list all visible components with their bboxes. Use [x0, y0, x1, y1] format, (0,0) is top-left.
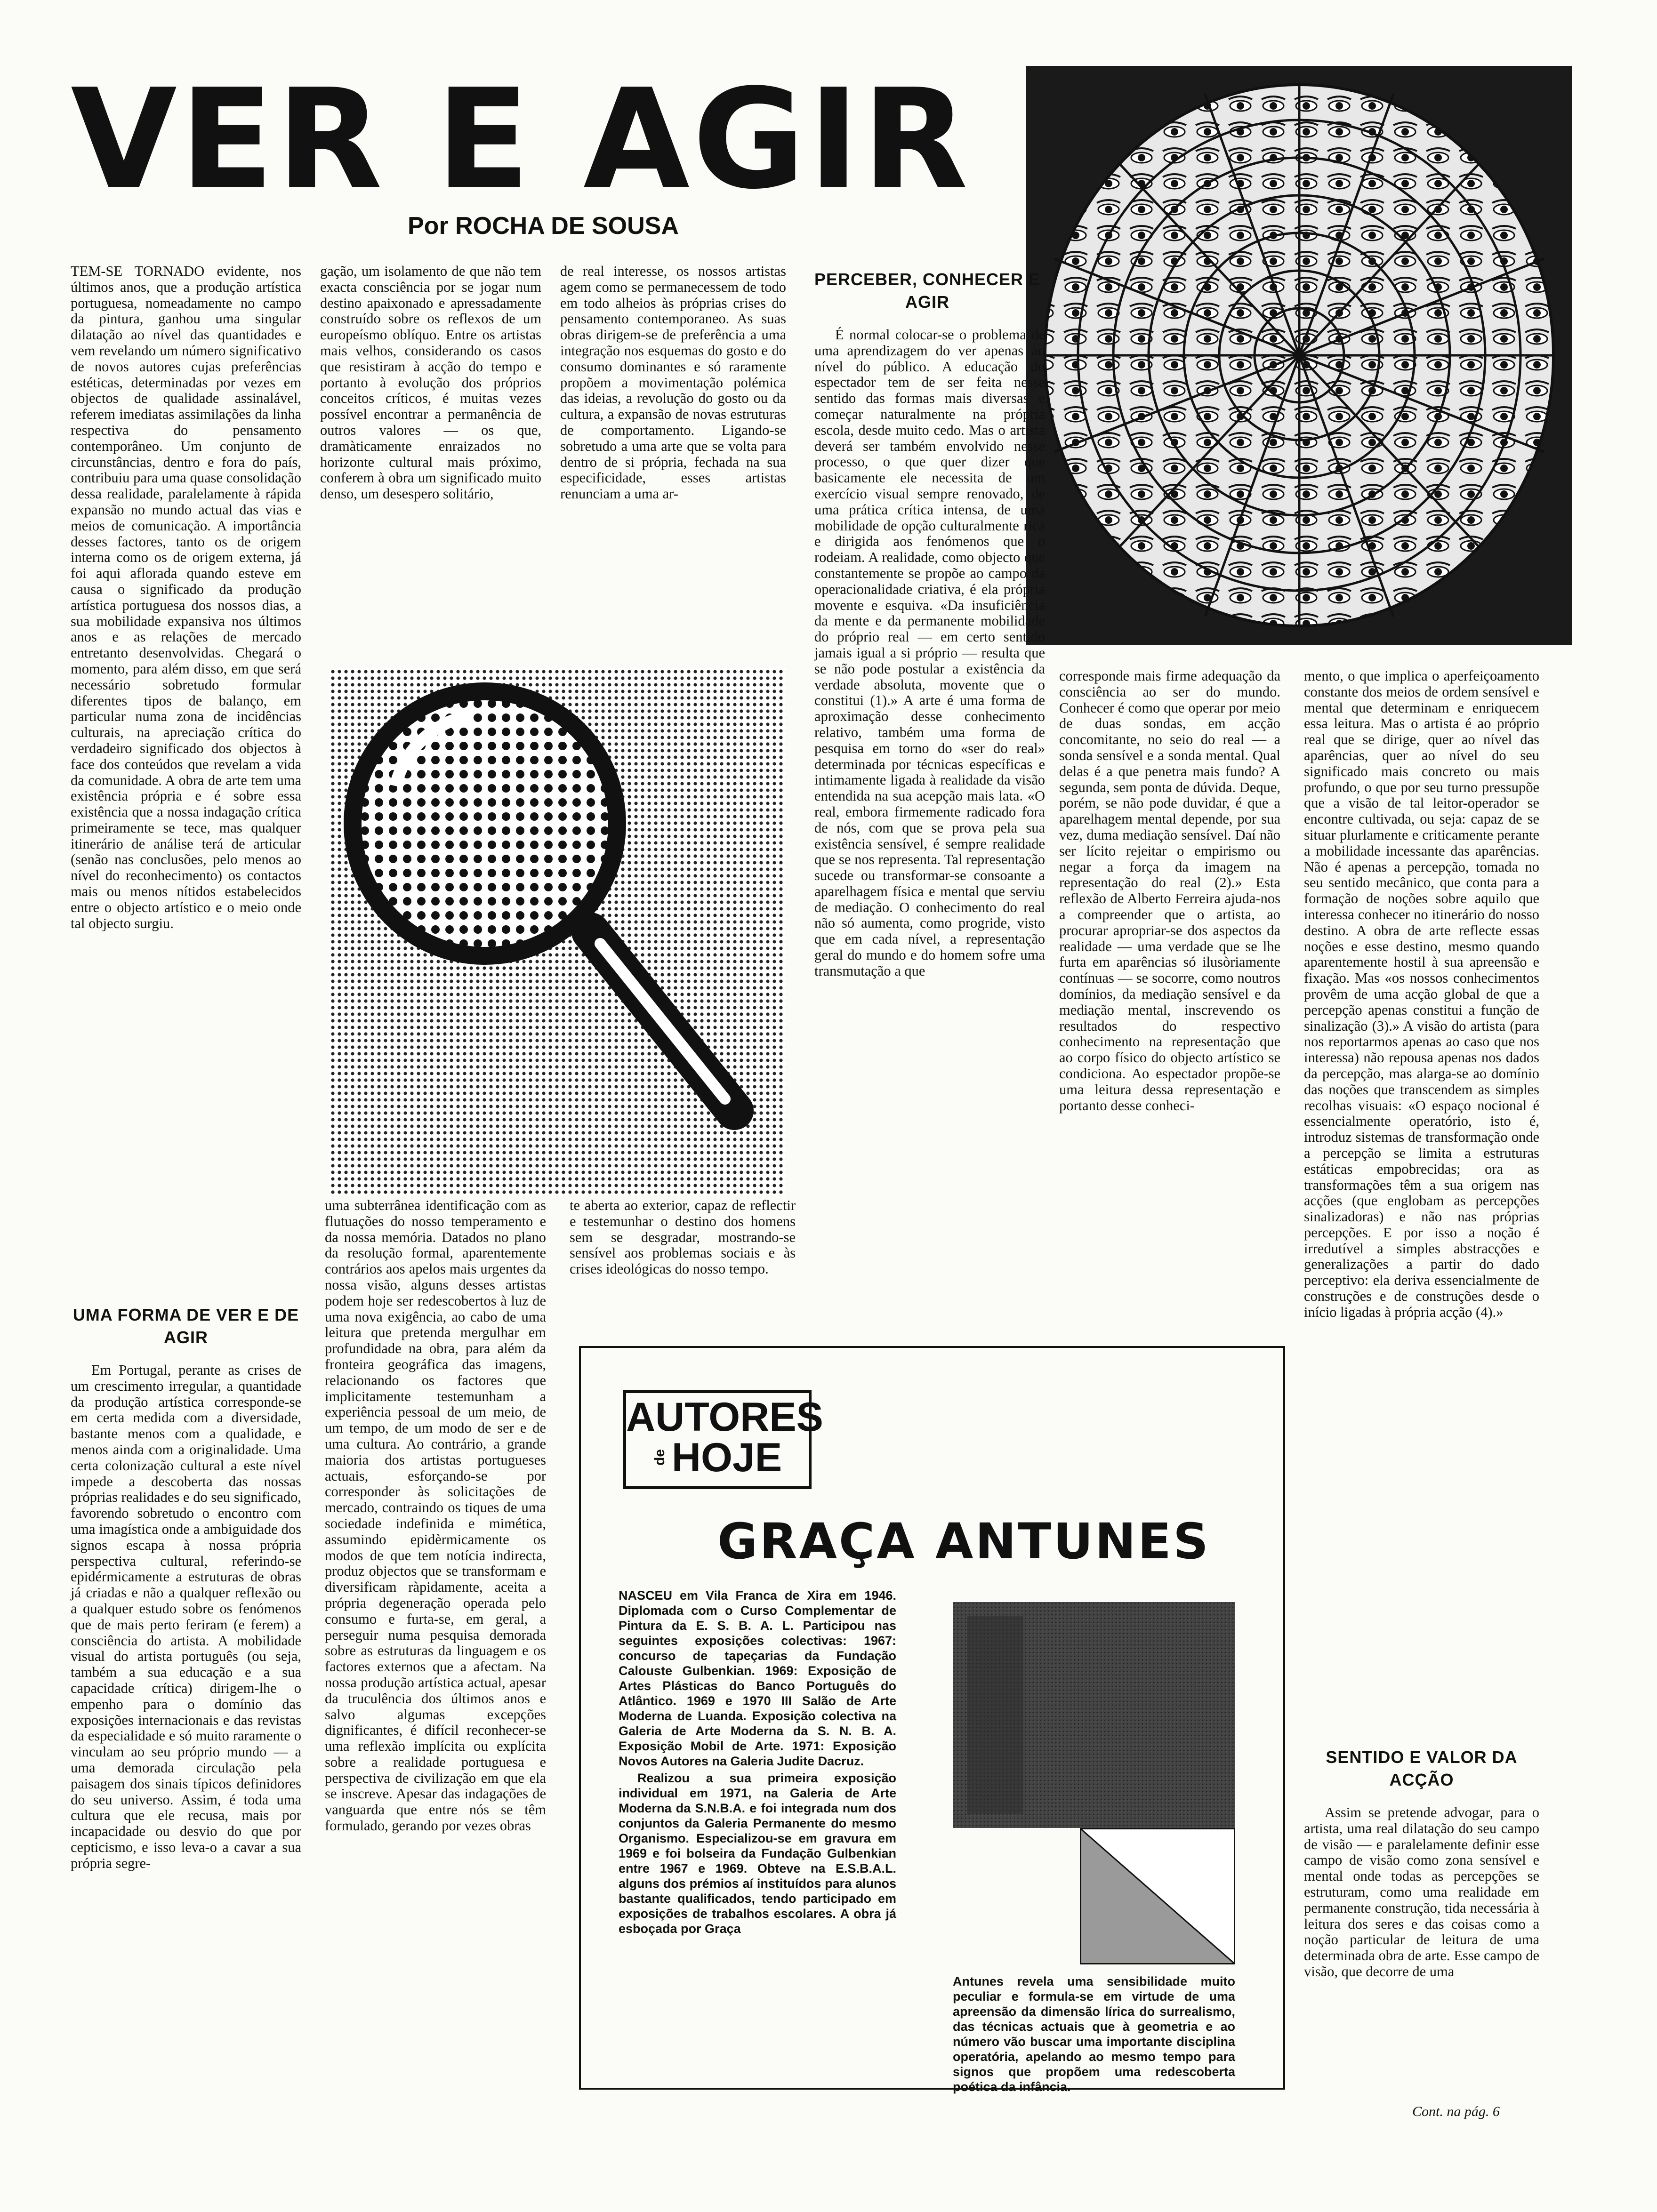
bio-paragraph: Realizou a sua primeira exposição individual em 1971, na Galeria de Arte Moderna da S.N.B.A. e foi integrada num dos conjuntos da Galeria Permanente do mesmo Organismo. Especializou-se em gravura em 1969 e foi bolseira da Fundação Gulbenkian entre 1967 e 1969. Obteve na E.S.B.A.L. alguns dos prémios aí instituídos para alunos bastante qualificados, tendo participado em exposições de trabalhos escolares. A obra já esboçada por Graça: [619, 1771, 896, 1936]
article-column-4: [814, 327, 1045, 979]
autores-de-hoje-box: [579, 1346, 1285, 2094]
logo-line-de: de: [652, 1449, 668, 1466]
article-column-5: [1059, 668, 1280, 1114]
article-title: VER E AGIR: [71, 59, 971, 219]
article-column-1b: [71, 1362, 301, 1872]
article-paragraph: uma subterrânea identificação com as flutuações do nosso temperamento e da nossa memória. Datados no plano da resolução formal, aparentemente contrários aos apelos mais urgentes da nossa visão, alguns desses artistas podem hoje ser redescobertos à luz de uma nova exigência, ao cabo de uma leitura que pretenda mergulhar em profundidade na obra, para além da fronteira geográfica das imagens, relacionando os factores que implicitamente testemunham a experiência pessoal de um meio, de um tempo, de um modo de ser e de uma cultura. Ao contrário, a grande maioria dos artistas portugueses actuais, esforçando-se por corresponder às solicitações de mercado, contraindo os tiques de uma sociedade indefinida e mimética, assumindo epidèrmicamente os modos de que tem notícia indirecta, produz objectos que se transformam e diversificam ràpidamente, aceita a própria degeneração operada pelo consumo e furta-se, em geral, a perseguir numa pesquisa demorada sobre as estruturas da linguagem e os factores externos que a afectam. Na nossa produção artística actual, apesar da truculência dos últimos anos e salvo algumas excepções dignificantes, é difícil reconhecer-se uma reflexão implícita ou explícita sobre a realidade portuguesa e perspectiva de civilização em que ela se inscreve. Apesar das indagações de vanguarda que entre nós se têm formulado, gerando por vezes obras: [325, 1197, 546, 1834]
logo-line-hoje: HOJE: [671, 1435, 782, 1480]
bio-paragraph: NASCEU em Vila Franca de Xira em 1946. Diplomada com o Curso Complementar de Pintura da E. S. B. A. L. Participou nas seguintes exposições colectivas: 1967: concurso de tapeçarias da Fundação Calouste Gulbenkian. 1969: Exposição de Artes Plásticas do Banco Português do Atlântico. 1969 e 1970 III Salão de Arte Moderna de Luanda. Exposição colectiva na Galeria de Arte Moderna da S. N. B. A. Exposição Mobil de Arte. 1971: Exposição Novos Autores na Galeria Judite Dacruz.: [619, 1588, 896, 1768]
byline: Por ROCHA DE SOUSA: [408, 212, 679, 240]
article-column-2b: [325, 1198, 546, 1834]
article-paragraph: mento, o que implica o aperfeiçoamento constante dos meios de ordem sensível e mental que determinam e enriquecem essa leitura. Mas o artista é ao próprio real que se dirige, quer ao nível das aparências, quer ao nível do seu significado mais concreto ou mais profundo, o que por seu turno pressupõe que a visão de tal leitor-operador se encontre cultivada, ou seja: capaz de se situar plurlamente e criticamente perante a mobilidade incessante das aparências. Não é apenas a percepção, tomada no seu sentido mecânico, que conta para a formação de noções sobre aquilo que interessa conhecer no itinerário do nosso destino. A obra de arte reflecte essas noções e esse destino, mesmo quando aparentemente hostil à sua apreensão e fixação. Mas «os nossos conhecimentos provêm de uma acção global de que a percepção apenas constitui a função de sinalização (3).» A visão do artista (para nos reportarmos apenas ao caso que nos interessa) não repousa apenas nos dados da percepção, mas alarga-se ao domínio das noções que transcendem as simples recolhas visuais: «O espaço nocional é essencialmente operatório, isto é, introduz sistemas de transformação onde a percepção se limita a estruturas estáticas empobrecidas; ora as transformações têm a sua origem nas acções (que englobam as percepções sinalizadoras) e não nas próprias percepções. E por isso a noção é irredutível a simples abstracções e generalizações a partir do dado perceptivo: ela deriva essencialmente de construções e de construções desde o início ligadas à própria acção (4).»: [1304, 668, 1539, 1320]
article-column-1: [71, 264, 301, 931]
article-column-6b: [1304, 1805, 1539, 1980]
subhead-perceber: PERCEBER, CONHECER E AGIR: [814, 270, 1041, 312]
continued-on-page: Cont. na pág. 6: [1412, 2104, 1500, 2119]
article-column-3: [560, 264, 786, 502]
article-intro-paragraph: TEM-SE TORNADO evidente, nos últimos anos, que a produção artística portuguesa, nomeadamente no campo da pintura, ganhou uma singular dilatação ao nível das quantidades e vem revelando um número significativo de novos autores cujas preferências estéticas, determinadas por vezes em objectos de qualidade assinalável, referem imediatas assimilações da linha respectiva do pensamento contemporâneo. Um conjunto de circunstâncias, dentro e fora do país, contribuiu para uma quase consolidação dessa realidade, paralelamente à rápida expansão no mundo actual das vias e meios de comunicação. A importância desses factores, tanto os de origem interna como os de origem externa, já foi aqui aflorada quando esteve em causa o significado da produção artística portuguesa dos nossos dias, a sua mobilidade expansiva nos últimos anos e as relações de mercado entretanto desenvolvidas. Chegará o momento, para além disso, em que será necessário sobretudo formular diferentes tipos de balanço, em particular numa zona de incidências culturais, na apreciação crítica do verdadeiro significado dos objectos à face dos conteúdos que revelam a vida da comunidade. A obra de arte tem uma existência própria e é sobre essa existência que a nossa indagação crítica primeiramente se tece, mas qualquer itinerário de análise terá de articular (senão nas conclusões, pelo menos ao nível do reconhecimento) os contactos mais ou menos nítidos estabelecidos entre o objecto artístico e o meio onde tal objecto surgiu.: [71, 263, 301, 931]
article-column-3b: [570, 1198, 796, 1277]
artwork-geometric-panel: [1080, 1828, 1235, 1964]
logo-line-autores: AUTORES: [626, 1395, 823, 1440]
article-paragraph: de real interesse, os nossos artistas agem como se permanecessem de todo em todo alheios às próprias crises do pensamento contemporaneo. As suas obras dirigem-se de preferência a uma integração nos esquemas do gosto e do consumo dominantes e só raramente propõem a movimentação polémica das ideias, a revolução do gosto ou da cultura, a expansão de novas estruturas de comportamento. Ligando-se sobretudo a uma arte que se volta para dentro de si própria, fechada na sua especificidade, esses artistas renunciam a uma ar-: [560, 263, 786, 502]
artist-name: GRAÇA ANTUNES: [717, 1513, 1210, 1570]
subhead-uma-forma: UMA FORMA DE VER E DE AGIR: [72, 1305, 299, 1347]
article-paragraph: te aberta ao exterior, capaz de reflectir e testemunhar o destino dos homens sem se desgradar, mostrando-se sensível aos problemas sociais e às crises ideológicas do nosso tempo.: [570, 1197, 796, 1277]
artist-biography-continued: [953, 1974, 1235, 2094]
magnifying-glass-illustration: [330, 668, 786, 1195]
eye-spiral-illustration: [1026, 66, 1572, 645]
bio-paragraph: Antunes revela uma sensibilidade muito peculiar e formula-se em virtude de uma apreensão da dimensão lírica do surrealismo, das técnicas actuais que à geometria e ao número vão buscar uma importante disciplina operatória, apelando ao mesmo tempo para signos que propõem uma redescoberta poética da infância.: [953, 1974, 1235, 2094]
artwork-reproduction: [953, 1602, 1235, 1828]
subhead-sentido: SENTIDO E VALOR DA ACÇÃO: [1326, 1747, 1518, 1789]
article-paragraph: gação, um isolamento de que não tem exacta consciência por se jogar num destino apaixonado e apressadamente construído sobre os reflexos de um europeísmo oblíquo. Entre os artistas mais velhos, considerando os casos que resistiram à acção do tempo e portanto à evolução dos próprios conceitos críticos, é muitas vezes possível encontrar a permanência de outros valores — os que, dramàticamente enraizados no horizonte cultural mais próximo, conferem à obra um significado muito denso, um desespero solitário,: [320, 263, 541, 502]
article-paragraph: É normal colocar-se o problema de uma aprendizagem do ver apenas ao nível do público. A educação do espectador tem de ser feita nesse sentido das formas mais diversas e começar naturalmente na própria escola, desde muito cedo. Mas o artista deverá ser também envolvido nesse processo, o que quer dizer que basicamente ele necessita de um exercício visual sempre renovado, de uma prática crítica intensa, de uma mobilidade de opção culturalmente rica e dirigida aos fenómenos que o rodeiam. A realidade, como objecto que constantemente se propõe ao campo da operacionalidade criativa, é ela própria movente e esquiva. «Da insuficiência da mente e da permanente mobilidade do próprio real — em certo sentido jamais igual a si próprio — resulta que se não pode postular a existência da verdade absoluta, movente que o constitui (1).» A arte é uma forma de aproximação desse conhecimento relativo, também uma forma de pesquisa em torno do «ser do real» determinada por técnicas específicas e intimamente ligada à realidade da visão entendida na sua acepção mais lata. «O real, embora firmemente radicado fora de nós, com que se prova pela sua existência sensível, é sempre realidade que se nos representa. Tal representação sucede ou transformar-se consoante a aparelhagem física e mental que serviu de mediação. O conhecimento do real não só aumenta, como progride, visto que em cada nível, a representação geral do mundo e do homem sofre uma transmutação a que: [814, 327, 1045, 979]
article-column-6: [1304, 668, 1539, 1321]
article-paragraph: Assim se pretende advogar, para o artista, uma real dilatação do seu campo de visão — e paralelamente definir esse campo de visão como zona sensível e mental onde todas as percepções se estruturam, como uma realidade em permanente construção, tida necessária à leitura dos seres e das coisas como a noção particular de leitura de uma determinada obra de arte. Esse campo de visão, que decorre de uma: [1304, 1804, 1539, 1980]
article-paragraph: corresponde mais firme adequação da consciência ao ser do mundo. Conhecer é como que operar por meio de duas sondas, em acção concomitante, no seio do real — a sonda sensível e a sonda mental. Qual delas é a que penetra mais fundo? A segunda, sem ponta de dúvida. Deque, porém, se não pode duvidar, é que a aparelhagem mental depende, por sua vez, duma mediação sensível. Daí não ser lícito rejeitar o empirismo ou negar a força da imagem na representação do real (2).» Esta reflexão de Alberto Ferreira ajuda-nos a compreender que o artista, ao procurar apropriar-se dos aspectos da realidade — uma verdade que se lhe furta em aparências só ilusòriamente contínuas — se socorre, como noutros domínios, da mediação sensível e da mediação mental, inscrevendo os resultados do respectivo conhecimento na representação que ao corpo físico do objecto artístico se condiciona. Ao espectador propõe-se uma leitura dessa representação e portanto desse conheci-: [1059, 668, 1280, 1114]
artist-biography: [619, 1588, 896, 1936]
article-paragraph: Em Portugal, perante as crises de um crescimento irregular, a quantidade da produção artística corresponde-se em certa medida com a diversidade, bastante menos com a qualidade, e menos ainda com a originalidade. Uma certa colonização cultural a este nível impede a descoberta das nossas próprias realidades e do seu significado, favorendo sobretudo o encontro com uma imagística onde a ambiguidade dos signos escapa à nossa própria perspectiva cultural, referindo-se epidérmicamente a estruturas de obras já criadas e não a qualquer reflexão ou a qualquer estudo sobre os fenómenos que de mais perto feriram (e ferem) a consciência do artista. A mobilidade visual do artista português (ou seja, também a sua educação e a sua capacidade crítica) dirigem-lhe o empenho para o domínio das exposições internacionais e das revistas da especialidade e só muito raramente o vinculam ao seu próprio mundo — a uma demorada circulação pela paisagem dos sinais típicos definidores do seu universo. Assim, é toda uma cultura que ele recusa, mais por incapacidade ou desvio do que por cepticismo, e isso leva-o a cavar a sua própria segre-: [71, 1362, 301, 1871]
article-column-2: [320, 264, 541, 502]
autores-de-hoje-logo: [623, 1390, 823, 1489]
